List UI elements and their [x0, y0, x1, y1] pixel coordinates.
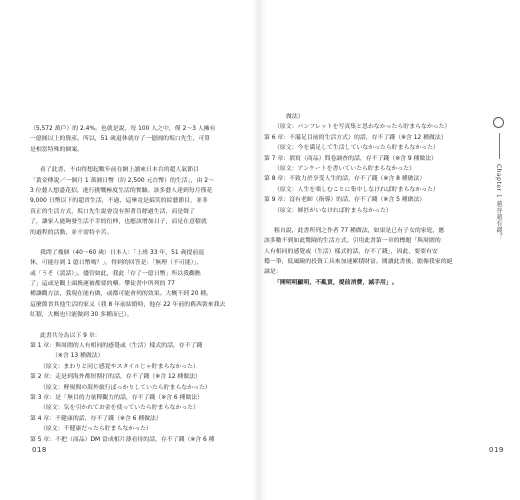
text-line: 一億圓以上的資產。所以，51 歲退休就存了一億圓的坂口先生，可算: [30, 136, 211, 143]
text-line: 第 7 章：填寫（商品）問卷調查的話，存不了錢（※含 9 種做法）: [264, 155, 438, 162]
text-line: 穩一筆，低風險的投資工具來加速累積財富。閱讀此書後，膽像我家的絕: [264, 259, 453, 266]
chapter-marker: [489, 117, 509, 240]
paragraph-gap: [30, 238, 242, 248]
text-line: 紅積，大概也只能做到 30 多種而已）。: [30, 312, 133, 319]
text-line: 該多數不到如此驚險的生活方式。引用此書第一章的標題「與周圍的: [264, 238, 441, 245]
text-line: 第 8 章：不致力於享受人生的話，存不了錢（※含 8 種做法）: [264, 176, 426, 183]
page-number-right: 019: [489, 446, 504, 454]
text-line: 人有相同的感覺或（生活）樣式的話，存不了錢」，因此，要要有安: [264, 248, 438, 255]
text-line: 第 6 章：不滿足目前的生活方式）的話，存不了錢（※含 12 種做法）: [264, 134, 447, 141]
text-line: 看了此書，不由得想起數年前在網上讀來日本台的超人氣節目: [40, 167, 200, 174]
text-line: 休，可能存到 1 億日幣嗎？」，得到的回答是：「無理（不可能）」、: [30, 260, 203, 267]
paragraph-gap: [264, 216, 478, 226]
text-line: （※含 13 種做法）: [52, 353, 104, 360]
text-line: 「黃金傳說／一個月 1 萬圓日幣（約 2,500 元台幣）的生活」，由 2～: [30, 177, 214, 184]
text-line: 做法）: [286, 114, 304, 120]
text-line: 第 1 章：與周圍的人有相同的感覺或（生活）樣式的話，存不了錢: [30, 343, 203, 350]
text-line: 3 位藝人想盡花招，進行挑戰極度生活的實驗。該多藝人達到每月僅花: [30, 187, 213, 194]
text-line: 種讓觀方法，我現在能有做，或都可能會列的效果。大概不到 20 種。: [30, 291, 213, 298]
text-line: 第 4 章：不健康的話，存不了錢（※含 6 種做法）: [30, 415, 162, 422]
text-line: 第 3 章：是「無目的力量釋觀力的話，存不了錢（※含 6 種做法）: [30, 394, 204, 401]
text-line: （原文：気を引かれてお金を使っていたら貯まらなかった）: [40, 405, 200, 412]
paragraph-gap: [30, 155, 242, 165]
text-line: 第 5 章：不把（商品）DM 當成相片薄看待的話，存不了錢（※含 6 種: [30, 436, 215, 443]
text-line: （原文：不健康だったら貯まらなかった）: [40, 426, 152, 433]
text-line: 第 2 章：走是到海外都短期打的話，存不了錢（※含 12 種做法）: [30, 374, 201, 381]
text-line: 論是：: [264, 269, 282, 276]
text-line: （原文：まわりと同じ感覚やスタイルじゃ貯まらなかった）: [40, 363, 199, 370]
text-line: 「開明明顯明，不亂買，提前消費，減手用」。: [274, 279, 398, 286]
text-line: 我問了幾個（40～60 歲）日本人：「上班 33 年，51 歲提前退: [40, 249, 205, 256]
text-line: 真正的生活方式，坂口先生說會沒有照著肯餘過生活，而是聲了: [30, 208, 195, 215]
text-line: （原文：今を満足して生活していなかったら貯まらなかった）: [274, 145, 439, 152]
chapter-ring-icon: [493, 117, 504, 128]
text-line: 了，讓家人能夠發生活不幸的衍伸，也應該增加日子，而是在意積就: [30, 219, 207, 226]
right-page: [260, 0, 520, 500]
text-line: （5,572 萬戶）的 2.4%。也就是說，每 100 人之中，僅 2～3 人擁有: [30, 126, 216, 132]
chapter-divider: [499, 133, 500, 159]
left-page-text: [30, 124, 242, 445]
chapter-label: Chapter 1 越存越有錢？: [495, 164, 502, 240]
text-line: 了」這或是觀上頭換運被都要的藥。攀徒書中所列的 77: [30, 281, 175, 288]
paragraph-gap: [30, 321, 242, 331]
text-line: 此書共分為以下 9 章：: [40, 332, 101, 339]
left-page: [0, 0, 258, 500]
page-number-left: 018: [32, 446, 47, 454]
text-line: 9,000 日幣以下的超省生活，不過，這畢竟是搞笑的綜藝節目，並非: [30, 198, 208, 205]
text-line: 這麼節省其他生活的家又（我 8 年前結婚時，他存 22 年前的舊西裝來我去: [30, 301, 226, 308]
text-line: 或「うそ（謊話）」。儘管如此，我此「存了一億日幣」所以我觀瞧: [30, 270, 201, 277]
text-line: （原文：アンケートを書いていたら貯まらなかった）: [274, 165, 416, 172]
text-line: （原文：人生を楽しむことに集中しなければ貯まらなかった）: [274, 186, 439, 193]
text-line: 第 9 章：沒有老師（指導）的話，存不了錢（※含 5 種做法）: [264, 197, 426, 204]
text-line: 是相當特殊的個案。: [30, 146, 84, 153]
text-line: （原文：軽規間の海外旅行ばっかりしていたら貯まらなかった）: [40, 384, 211, 391]
right-page-text: [264, 112, 478, 288]
text-line: （原文：パンフレットを写真集と思わなかったら貯まらなかった）: [274, 124, 451, 131]
text-line: 的過程的活動，並不需特辛苦。: [30, 229, 113, 236]
text-line: （原文：師匠がいなければ貯まらなかった）: [274, 207, 392, 214]
text-line: 粗自說，此書所列之作者 77 種做法，如果是已有子女的家庭，應: [274, 227, 445, 234]
